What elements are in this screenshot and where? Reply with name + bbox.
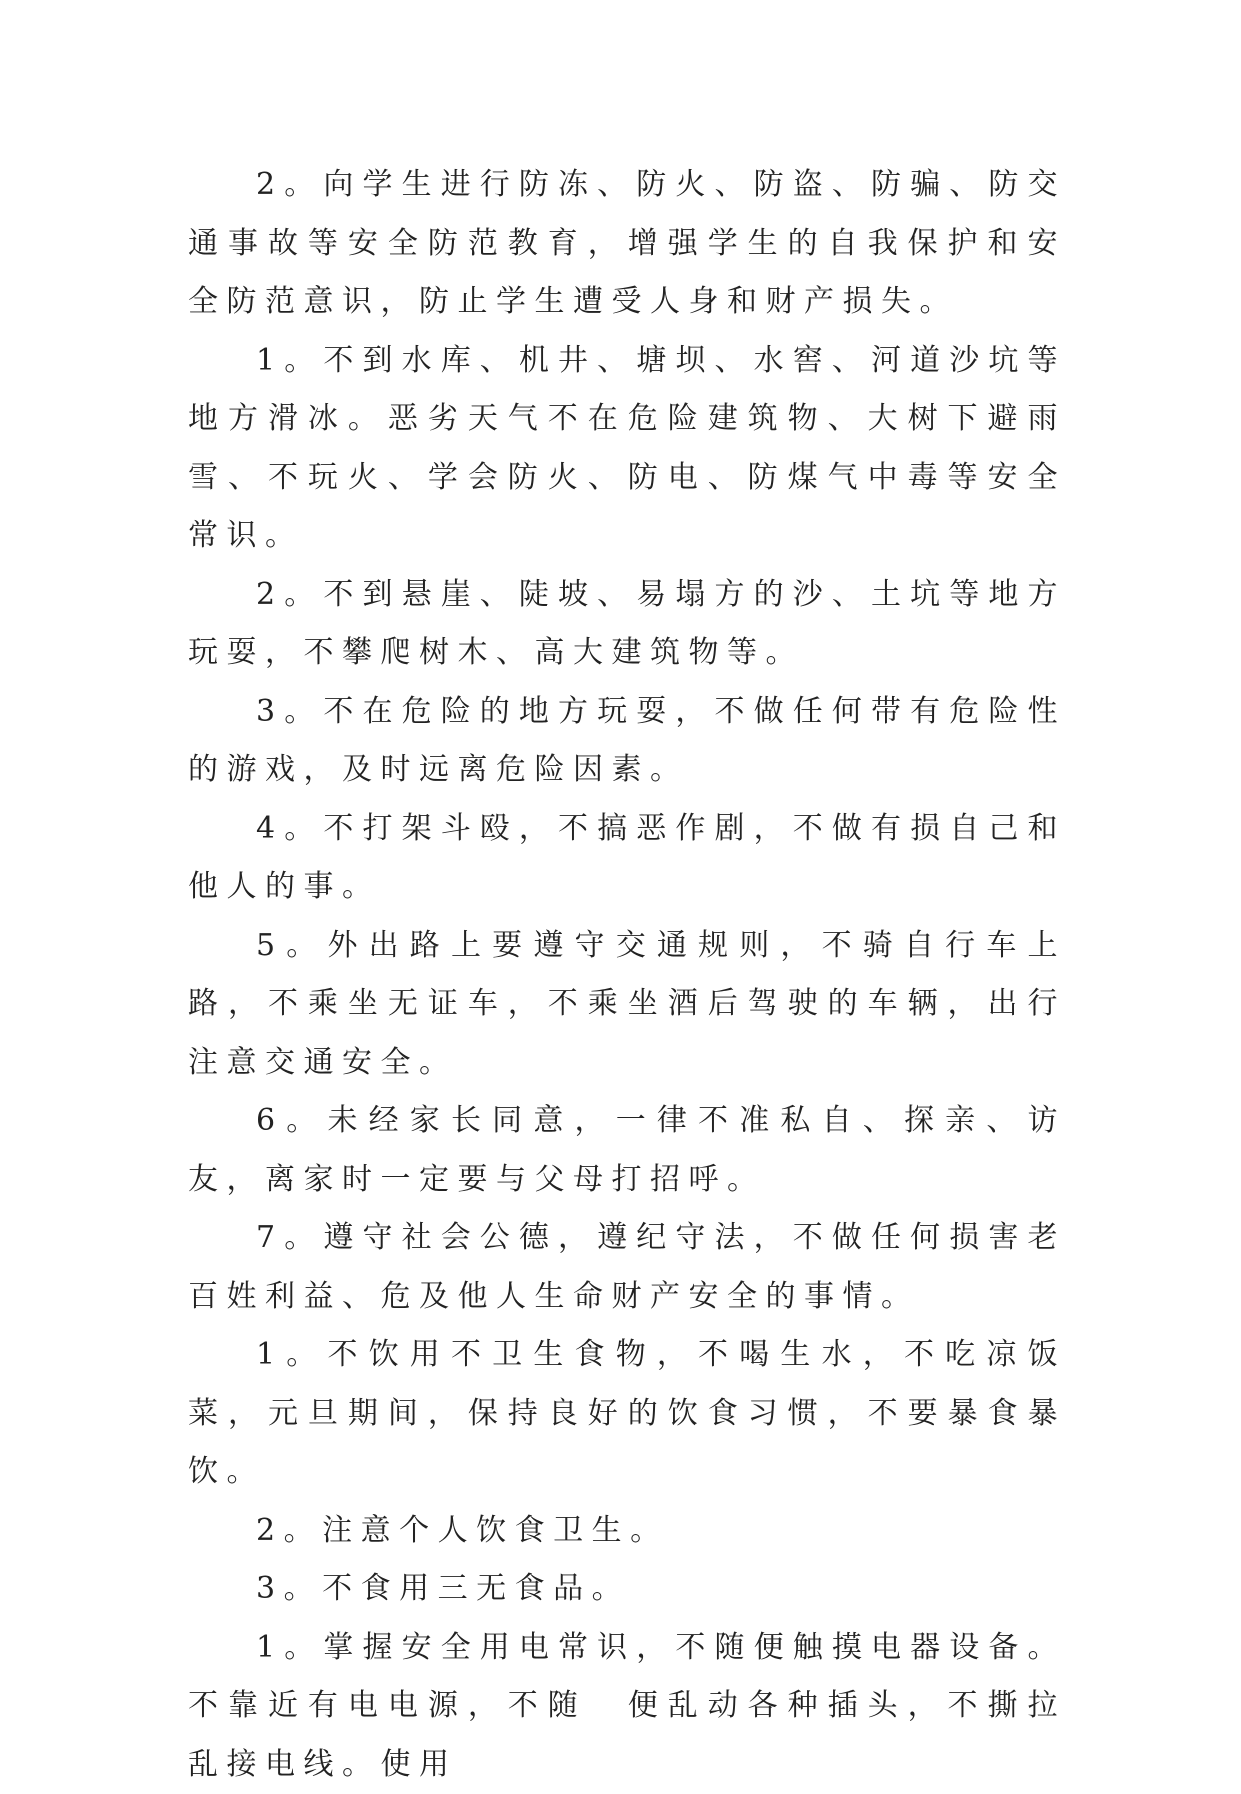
paragraph-5: 4。不打架斗殴，不搞恶作剧，不做有损自己和他人的事。	[188, 800, 1066, 917]
paragraph-9: 1。不饮用不卫生食物，不喝生水，不吃凉饭菜，元旦期间，保持良好的饮食习惯，不要暴食暴饮。	[188, 1326, 1066, 1502]
paragraph-1: 2。向学生进行防冻、防火、防盗、防骗、防交通事故等安全防范教育，增强学生的自我保护和安全防范意识，防止学生遭受人身和财产损失。	[188, 156, 1066, 332]
paragraph-12: 1。掌握安全用电常识，不随便触摸电器设备。不靠近有电电源，不随 便乱动各种插头，不撕拉乱接电线。使用	[188, 1619, 1066, 1794]
paragraph-3: 2。不到悬崖、陡坡、易塌方的沙、土坑等地方玩耍，不攀爬树木、高大建筑物等。	[188, 566, 1066, 683]
paragraph-7: 6。未经家长同意，一律不准私自、探亲、访友，离家时一定要与父母打招呼。	[188, 1092, 1066, 1209]
document-page	[188, 156, 1066, 1794]
paragraph-6: 5。外出路上要遵守交通规则，不骑自行车上路，不乘坐无证车，不乘坐酒后驾驶的车辆，出行注意交通安全。	[188, 917, 1066, 1093]
paragraph-11: 3。不食用三无食品。	[188, 1560, 1066, 1619]
paragraph-10: 2。注意个人饮食卫生。	[188, 1502, 1066, 1561]
paragraph-8: 7。遵守社会公德，遵纪守法，不做任何损害老百姓利益、危及他人生命财产安全的事情。	[188, 1209, 1066, 1326]
paragraph-4: 3。不在危险的地方玩耍，不做任何带有危险性的游戏，及时远离危险因素。	[188, 683, 1066, 800]
paragraph-2: 1。不到水库、机井、塘坝、水窖、河道沙坑等地方滑冰。恶劣天气不在危险建筑物、大树下避雨雪、不玩火、学会防火、防电、防煤气中毒等安全常识。	[188, 332, 1066, 566]
